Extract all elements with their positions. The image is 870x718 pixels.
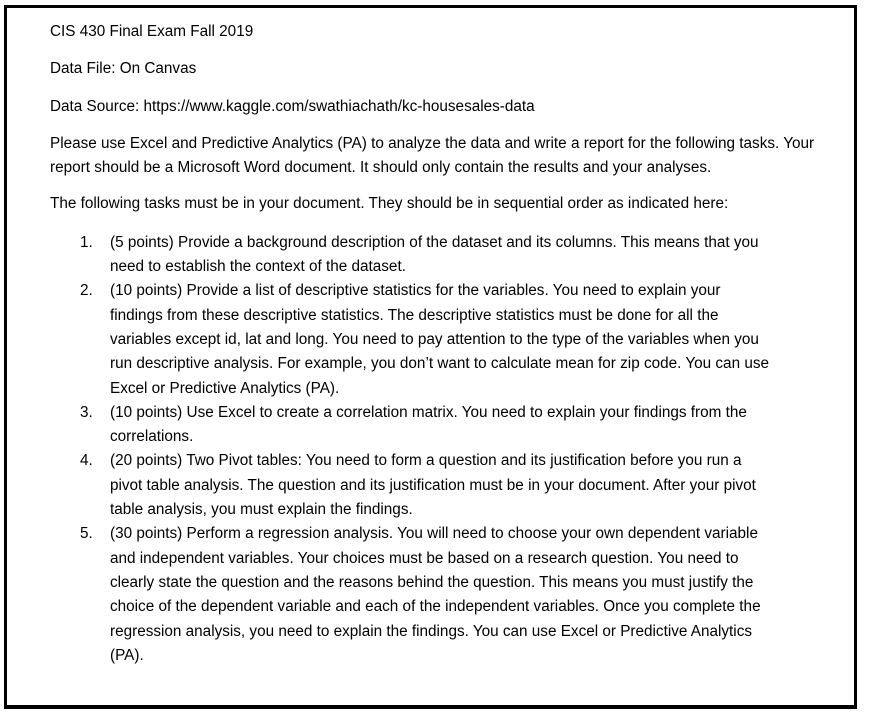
intro-paragraph: Please use Excel and Predictive Analytics (PA) to analyze the data and write a report for the following tasks. Your report should be a Microsoft Word document. It should only contain the results and your analyses. (50, 134, 815, 177)
task-text: (20 points) Two Pivot tables: You need to form a question and its justification before you run a pivot table analysis. The question and its justification must be in your document. After your pivot table analysis, you must explain the findings. (110, 452, 756, 519)
task-list (50, 231, 830, 668)
list-item (50, 449, 830, 522)
data-source-line: Data Source: https://www.kaggle.com/swathiachath/kc-housesales-data (50, 97, 535, 115)
data-file-line: Data File: On Canvas (50, 60, 197, 78)
list-item (50, 522, 830, 668)
list-item (50, 401, 830, 450)
task-text: (10 points) Use Excel to create a correlation matrix. You need to explain your findings from the correlations. (110, 403, 747, 446)
list-item (50, 231, 830, 280)
document-title: CIS 430 Final Exam Fall 2019 (50, 23, 254, 40)
document-page (4, 5, 857, 709)
task-number: 4. (80, 452, 93, 470)
task-number: 1. (80, 233, 93, 251)
tasks-intro-paragraph: The following tasks must be in your document. They should be in sequential order as indicated here: (50, 195, 729, 213)
task-number: 2. (80, 282, 93, 300)
document-body (50, 20, 830, 668)
task-number: 5. (80, 525, 93, 543)
task-text: (10 points) Provide a list of descriptive statistics for the variables. You need to explain your findings from these descriptive statistics. The descriptive statistics must be done for all the variables except id, lat and long. You need to pay attention to the type of the variables when you run descriptive analysis. For example, you don’t want to calculate mean for zip code. You can use Excel or Predictive Analytics (PA). (110, 282, 769, 397)
task-text: (30 points) Perform a regression analysis. You will need to choose your own dependent variable and independent variables. Your choices must be based on a research question. You need to clearly state the question and the reasons behind the question. This means you must justify the choice of the dependent variable and each of the independent variables. Once you complete the regression analysis, you need to explain the findings. You can use Excel or Predictive Analytics (PA). (110, 525, 761, 664)
list-item (50, 279, 830, 400)
task-text: (5 points) Provide a background description of the dataset and its columns. This means that you need to establish the context of the dataset. (110, 233, 759, 276)
task-number: 3. (80, 403, 93, 421)
